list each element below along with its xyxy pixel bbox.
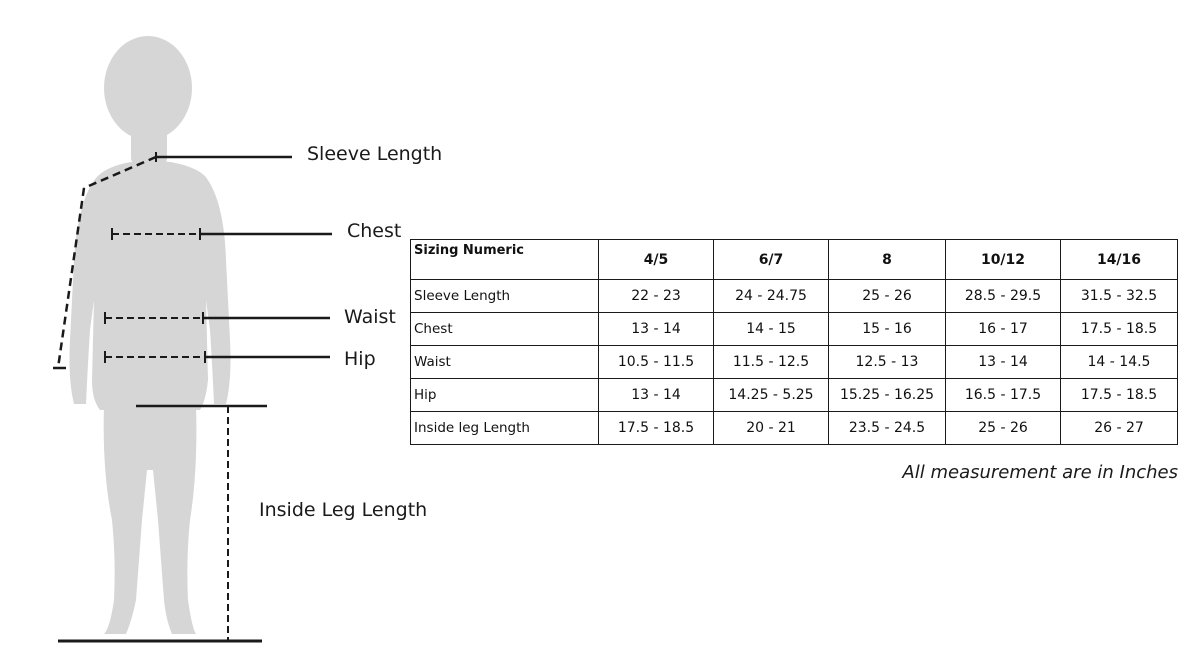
row-label: Sleeve Length bbox=[411, 280, 599, 313]
table-cell: 14.25 - 5.25 bbox=[714, 379, 829, 412]
table-cell: 11.5 - 12.5 bbox=[714, 346, 829, 379]
table-row bbox=[411, 412, 1178, 445]
table-row bbox=[411, 379, 1178, 412]
silhouette-torso bbox=[70, 160, 231, 410]
table-row bbox=[411, 346, 1178, 379]
waist-label: Waist bbox=[344, 306, 396, 328]
table-cell: 25 - 26 bbox=[829, 280, 946, 313]
table-cell: 22 - 23 bbox=[599, 280, 714, 313]
silhouette-head bbox=[104, 36, 192, 140]
table-cell: 14 - 14.5 bbox=[1061, 346, 1178, 379]
table-cell: 13 - 14 bbox=[599, 379, 714, 412]
size-header: 8 bbox=[829, 240, 946, 280]
table-cell: 12.5 - 13 bbox=[829, 346, 946, 379]
table-cell: 28.5 - 29.5 bbox=[946, 280, 1061, 313]
chest-label: Chest bbox=[347, 220, 402, 242]
row-label: Chest bbox=[411, 313, 599, 346]
units-footnote: All measurement are in Inches bbox=[902, 462, 1178, 483]
sleeve-length-label: Sleeve Length bbox=[307, 143, 443, 165]
inside-leg-length-label: Inside Leg Length bbox=[259, 499, 428, 521]
size-chart-table bbox=[410, 239, 1178, 445]
table-row bbox=[411, 280, 1178, 313]
size-header: 10/12 bbox=[946, 240, 1061, 280]
table-cell: 13 - 14 bbox=[946, 346, 1061, 379]
size-header: 6/7 bbox=[714, 240, 829, 280]
table-cell: 17.5 - 18.5 bbox=[599, 412, 714, 445]
row-label: Waist bbox=[411, 346, 599, 379]
table-cell: 16 - 17 bbox=[946, 313, 1061, 346]
table-cell: 16.5 - 17.5 bbox=[946, 379, 1061, 412]
table-cell: 31.5 - 32.5 bbox=[1061, 280, 1178, 313]
table-cell: 14 - 15 bbox=[714, 313, 829, 346]
silhouette-legs bbox=[104, 405, 197, 634]
corner-header: Sizing Numeric bbox=[411, 240, 599, 280]
table-header-row bbox=[411, 240, 1178, 280]
table-cell: 25 - 26 bbox=[946, 412, 1061, 445]
table-cell: 23.5 - 24.5 bbox=[829, 412, 946, 445]
table-cell: 15.25 - 16.25 bbox=[829, 379, 946, 412]
hip-label: Hip bbox=[344, 348, 376, 370]
table-cell: 26 - 27 bbox=[1061, 412, 1178, 445]
table-cell: 17.5 - 18.5 bbox=[1061, 379, 1178, 412]
row-label: Inside leg Length bbox=[411, 412, 599, 445]
row-label: Hip bbox=[411, 379, 599, 412]
size-header: 14/16 bbox=[1061, 240, 1178, 280]
table-cell: 24 - 24.75 bbox=[714, 280, 829, 313]
table-cell: 15 - 16 bbox=[829, 313, 946, 346]
size-header: 4/5 bbox=[599, 240, 714, 280]
table-cell: 10.5 - 11.5 bbox=[599, 346, 714, 379]
child-silhouette bbox=[70, 36, 231, 634]
table-cell: 17.5 - 18.5 bbox=[1061, 313, 1178, 346]
table-cell: 20 - 21 bbox=[714, 412, 829, 445]
table-cell: 13 - 14 bbox=[599, 313, 714, 346]
table-row bbox=[411, 313, 1178, 346]
